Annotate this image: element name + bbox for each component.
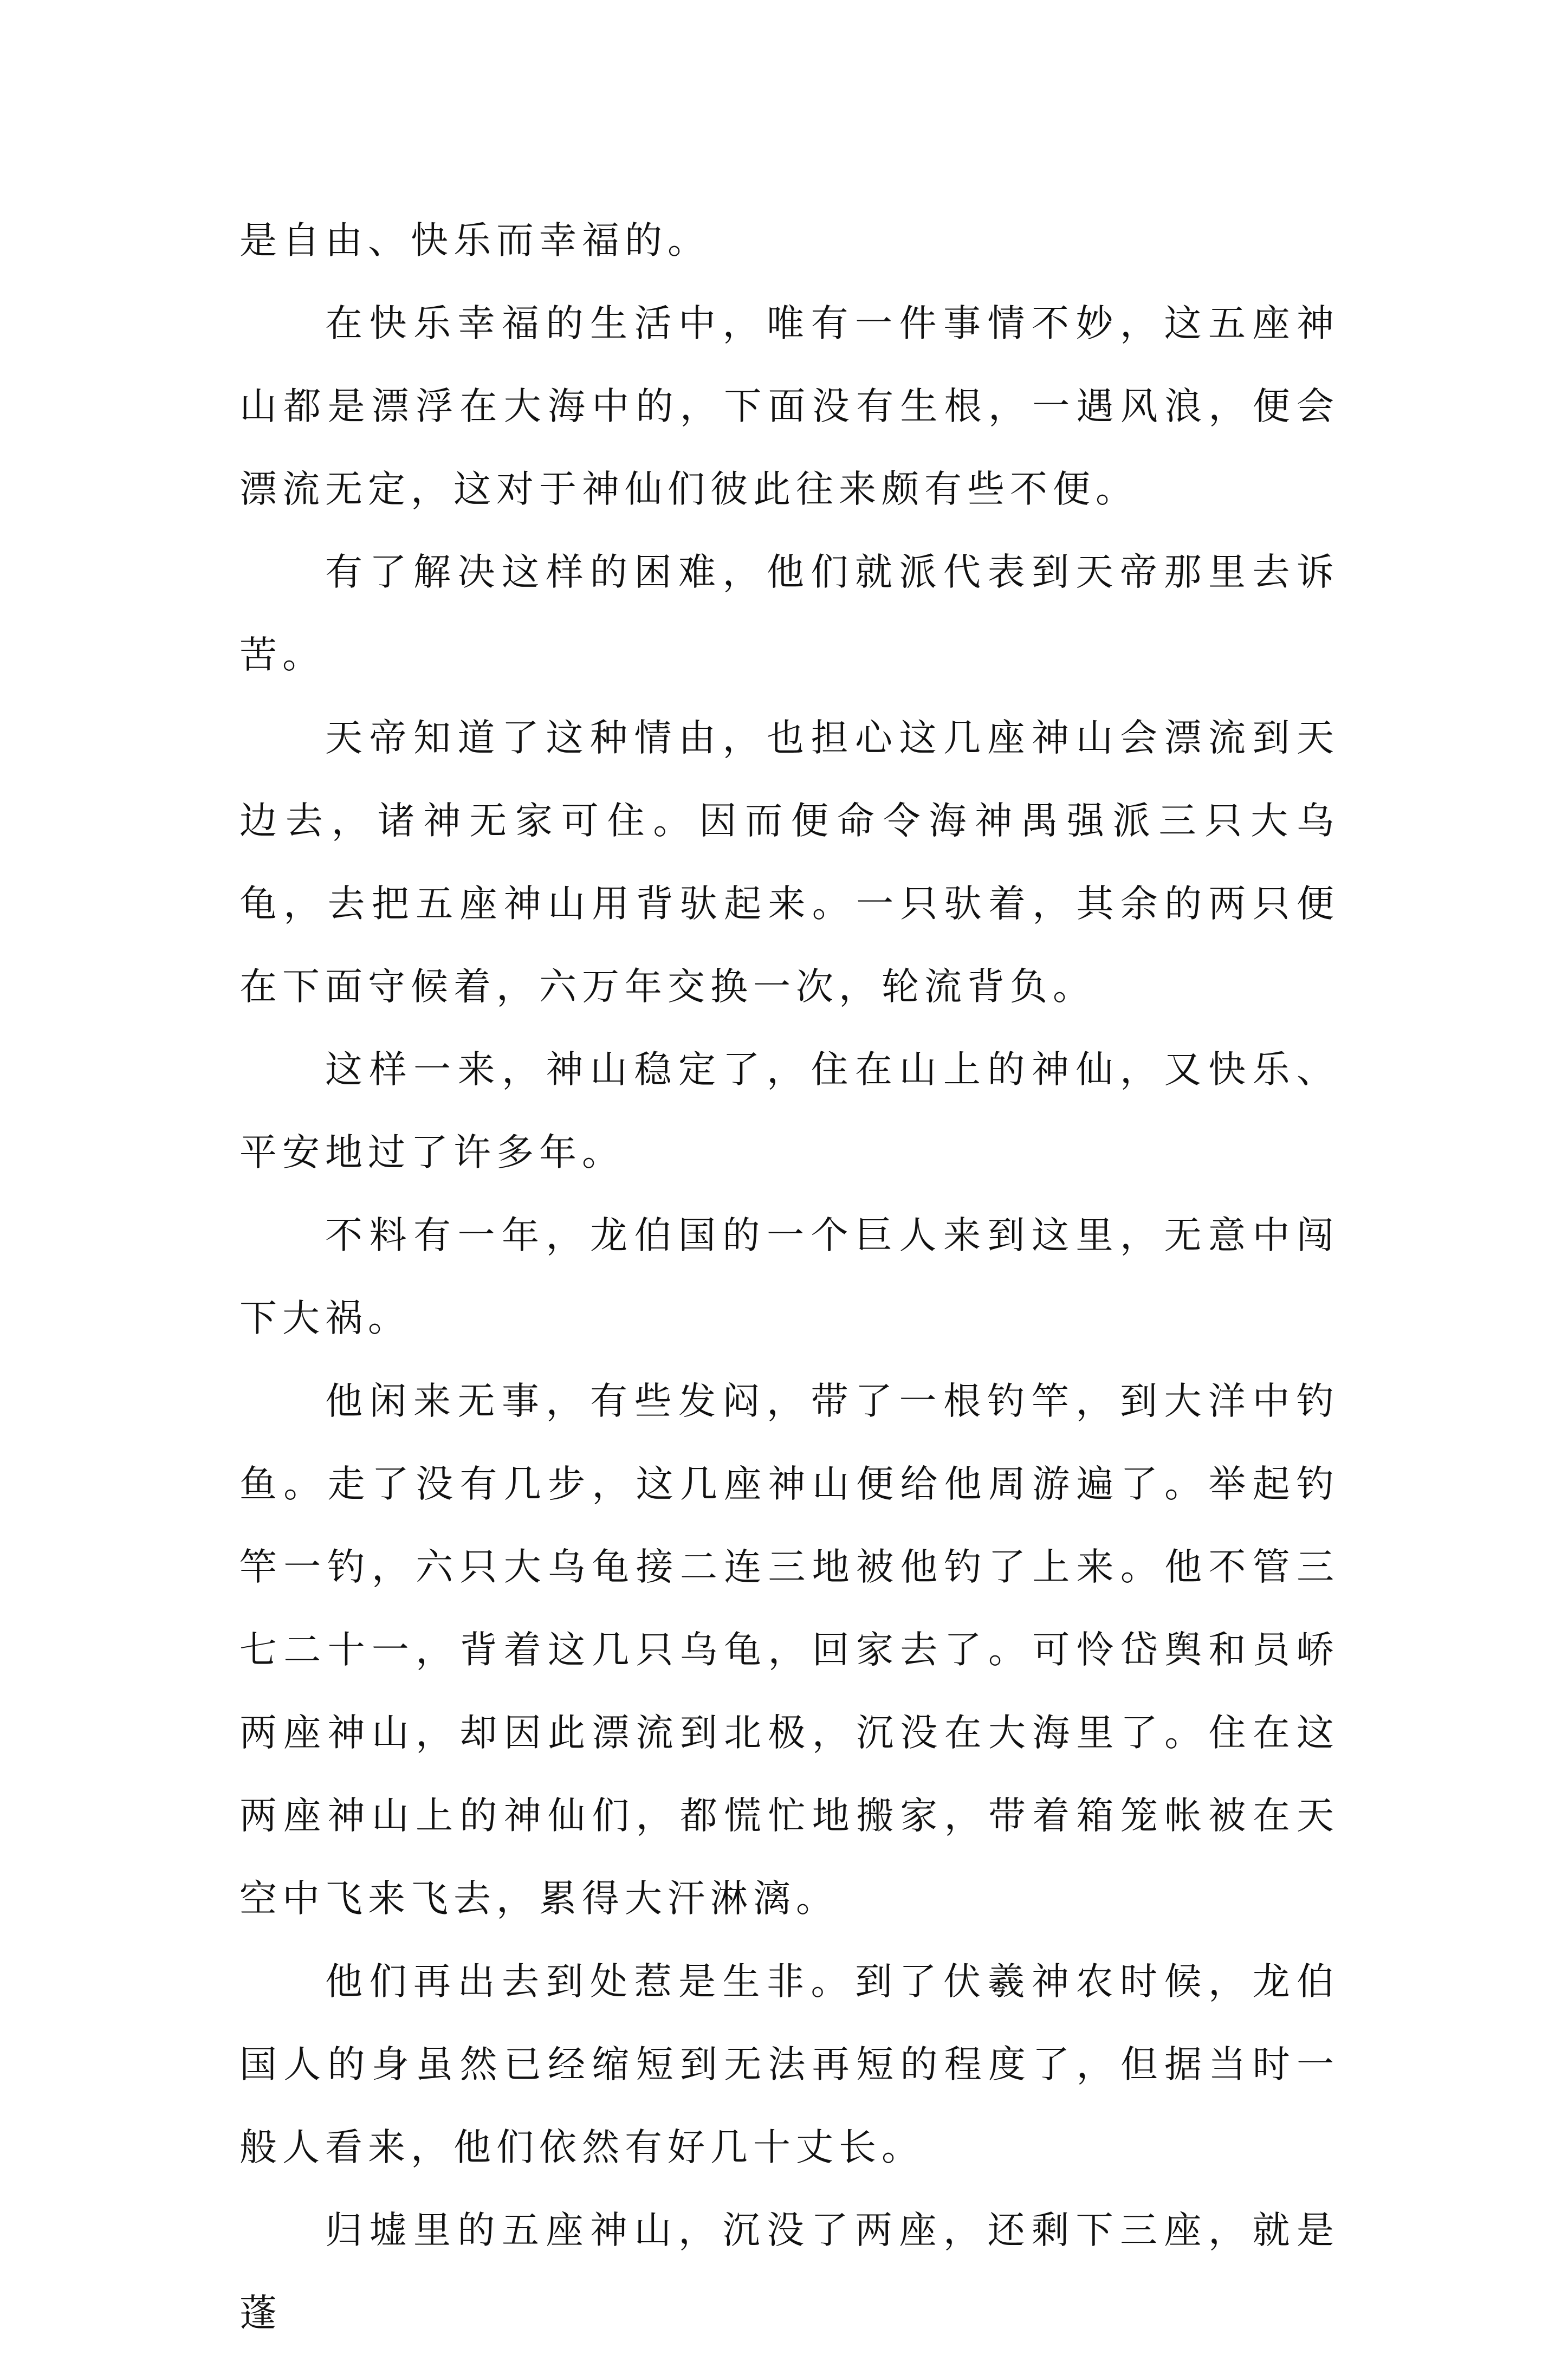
paragraph: 在快乐幸福的生活中，唯有一件事情不妙，这五座神山都是漂浮在大海中的，下面没有生根，一遇风浪，便会漂流无定，这对于神仙们彼此往来颇有些不便。 [239, 302, 1339, 511]
paragraph-continuation: 是自由、快乐而幸福的。 [239, 219, 710, 262]
paragraph-partial: 归墟里的五座神山，沉没了两座，还剩下三座，就是蓬 [239, 2209, 1339, 2335]
body-text [239, 199, 1339, 2355]
paragraph: 天帝知道了这种情由，也担心这几座神山会漂流到天边去，诸神无家可住。因而便命令海神禺强派三只大乌龟，去把五座神山用背驮起来。一只驮着，其余的两只便在下面守候着，六万年交换一次，轮流背负。 [239, 716, 1339, 1008]
paragraph: 有了解决这样的困难，他们就派代表到天帝那里去诉苦。 [239, 551, 1339, 677]
paragraph: 不料有一年，龙伯国的一个巨人来到这里，无意中闯下大祸。 [239, 1214, 1339, 1340]
paragraph: 这样一来，神山稳定了，住在山上的神仙，又快乐、平安地过了许多年。 [239, 1048, 1339, 1174]
paragraph: 他闲来无事，有些发闷，带了一根钓竿，到大洋中钓鱼。走了没有几步，这几座神山便给他周游遍了。举起钓竿一钓，六只大乌龟接二连三地被他钓了上来。他不管三七二十一，背着这几只乌龟，回家去了。可怜岱舆和员峤两座神山，却因此漂流到北极，沉没在大海里了。住在这两座神山上的神仙们，都慌忙地搬家，带着箱笼帐被在天空中飞来飞去，累得大汗淋漓。 [239, 1380, 1339, 1920]
paragraph: 他们再出去到处惹是生非。到了伏羲神农时候，龙伯国人的身虽然已经缩短到无法再短的程度了，但据当时一般人看来，他们依然有好几十丈长。 [239, 1960, 1339, 2169]
